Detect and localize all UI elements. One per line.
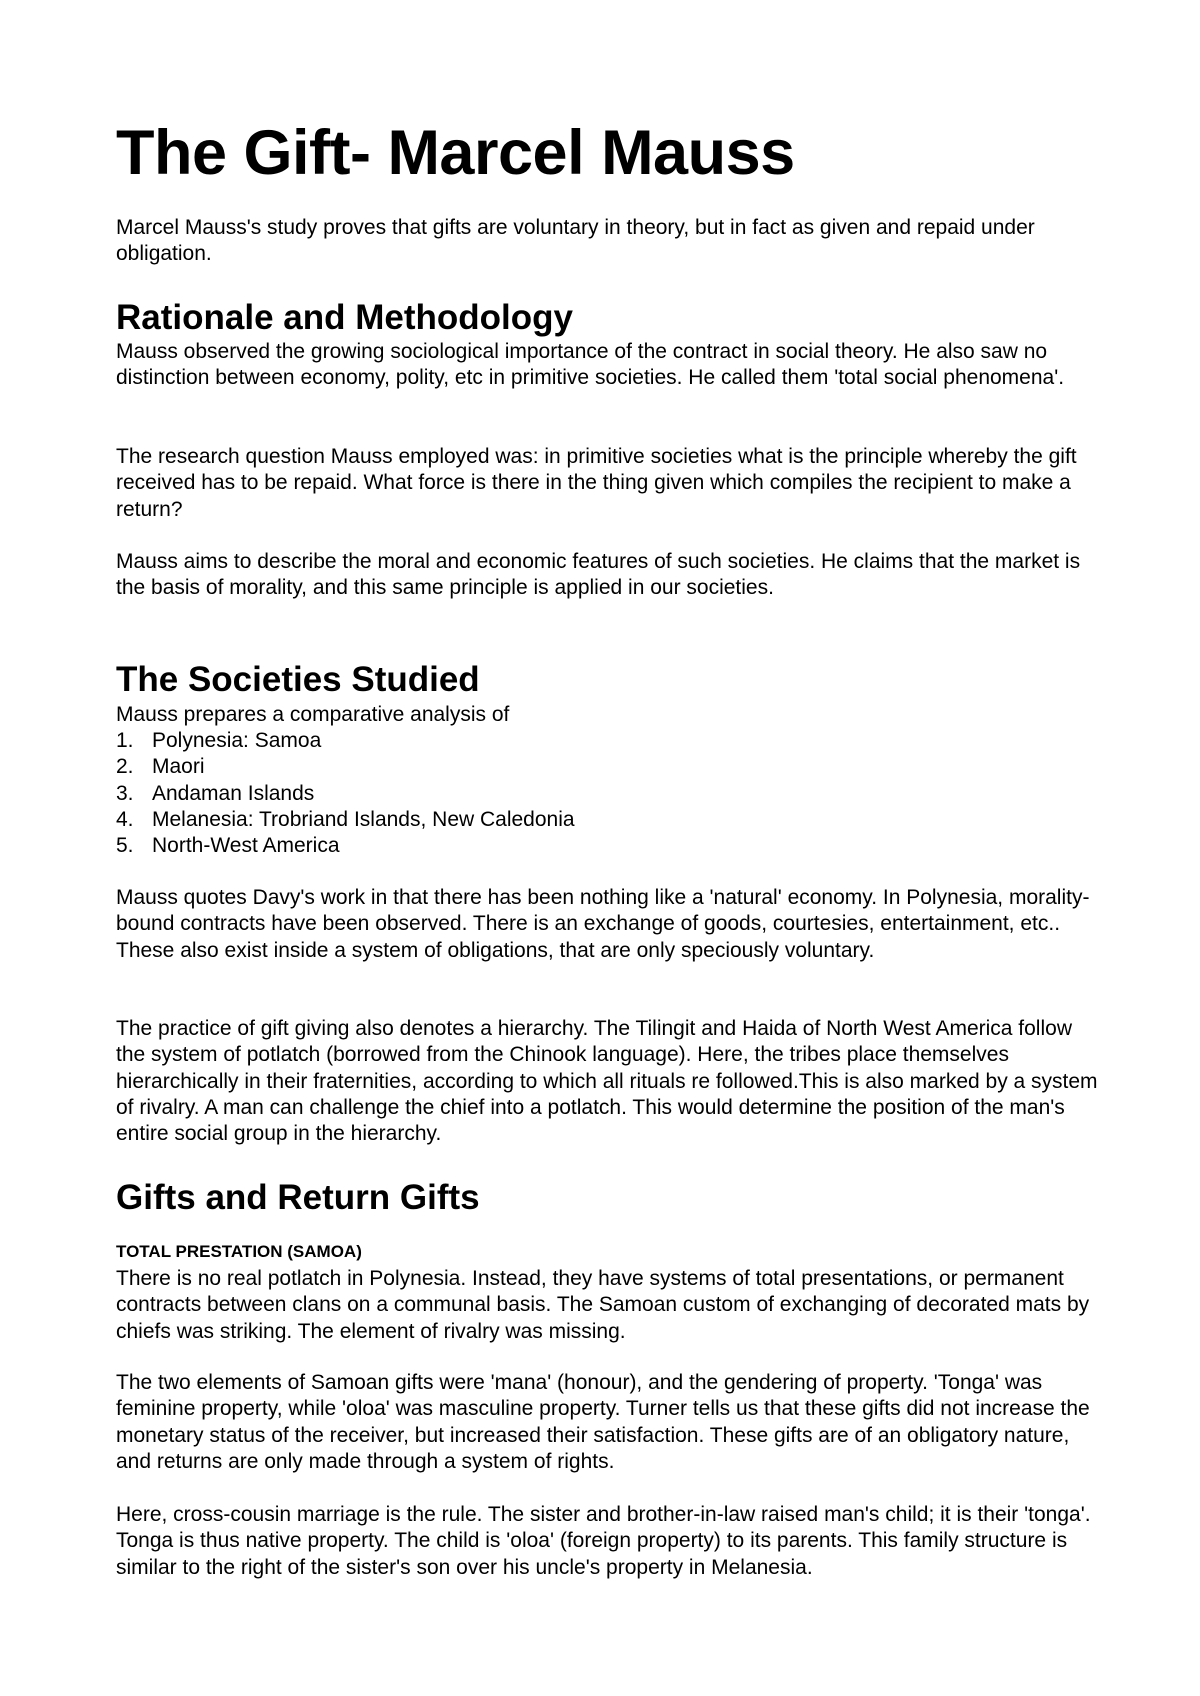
page-title: The Gift- Marcel Mauss <box>116 118 795 188</box>
list-item: 5. North-West America <box>116 834 340 858</box>
list-item: 3. Andaman Islands <box>116 781 315 805</box>
section-heading-societies: The Societies Studied <box>116 660 480 699</box>
gifts-paragraph-1: There is no real potlatch in Polynesia. Instead, they have systems of total presentations, or permanent contracts between clans on a communal basis. The Samoan custom of exchanging of decorated mats by chiefs was striking. The element of rivalry was missing. <box>116 1267 1090 1343</box>
gifts-paragraph-3: Here, cross-cousin marriage is the rule. The sister and brother-in-law raised man's child; it is their 'tonga'. Tonga is thus native property. The child is 'oloa' (foreign property) to its parents. This family structure is similar to the right of the sister's son over his uncle's property in Melanesia. <box>116 1503 1091 1579</box>
section-heading-gifts: Gifts and Return Gifts <box>116 1178 480 1217</box>
intro-paragraph: Marcel Mauss's study proves that gifts are voluntary in theory, but in fact as given and repaid under obligation. <box>116 216 1035 266</box>
societies-paragraph-1: Mauss quotes Davy's work in that there has been nothing like a 'natural' economy. In Polynesia, morality-bound contracts have been observed. There is an exchange of goods, courtesies, entertainment, etc.. These also exist inside a system of obligations, that are only speciously voluntary. <box>116 886 1090 962</box>
rationale-paragraph-3: Mauss aims to describe the moral and economic features of such societies. He claims that the market is the basis of morality, and this same principle is applied in our societies. <box>116 550 1081 600</box>
societies-list <box>116 728 1101 859</box>
societies-paragraph-2: The practice of gift giving also denotes a hierarchy. The Tilingit and Haida of North West America follow the system of potlatch (borrowed from the Chinook language). Here, the tribes place themselves hierarchically in their fraternities, according to which all rituals re followed.This is also marked by a system of rivalry. A man can challenge the chief into a potlatch. This would determine the position of the man's entire social group in the hierarchy. <box>116 1017 1098 1146</box>
rationale-paragraph-2: The research question Mauss employed was: in primitive societies what is the principle whereby the gift received has to be repaid. What force is there in the thing given which compiles the recipient to make a return? <box>116 445 1077 521</box>
list-item: 2. Maori <box>116 755 205 779</box>
societies-lead: Mauss prepares a comparative analysis of <box>116 703 510 726</box>
gifts-subheading: TOTAL PRESTATION (SAMOA) <box>116 1242 362 1261</box>
list-item: 1. Polynesia: Samoa <box>116 729 322 752</box>
list-item: 4. Melanesia: Trobriand Islands, New Caledonia <box>116 807 575 831</box>
rationale-paragraph-1: Mauss observed the growing sociological importance of the contract in social theory. He also saw no distinction between economy, polity, etc in primitive societies. He called them 'total social phenomena'. <box>116 340 1065 390</box>
section-heading-rationale: Rationale and Methodology <box>116 298 573 337</box>
gifts-paragraph-2: The two elements of Samoan gifts were 'mana' (honour), and the gendering of property. 'Tonga' was feminine property, while 'oloa' was masculine property. Turner tells us that these gifts did not increase the monetary status of the receiver, but increased their satisfaction. These gifts are of an obligatory nature, and returns are only made through a system of rights. <box>116 1371 1090 1473</box>
